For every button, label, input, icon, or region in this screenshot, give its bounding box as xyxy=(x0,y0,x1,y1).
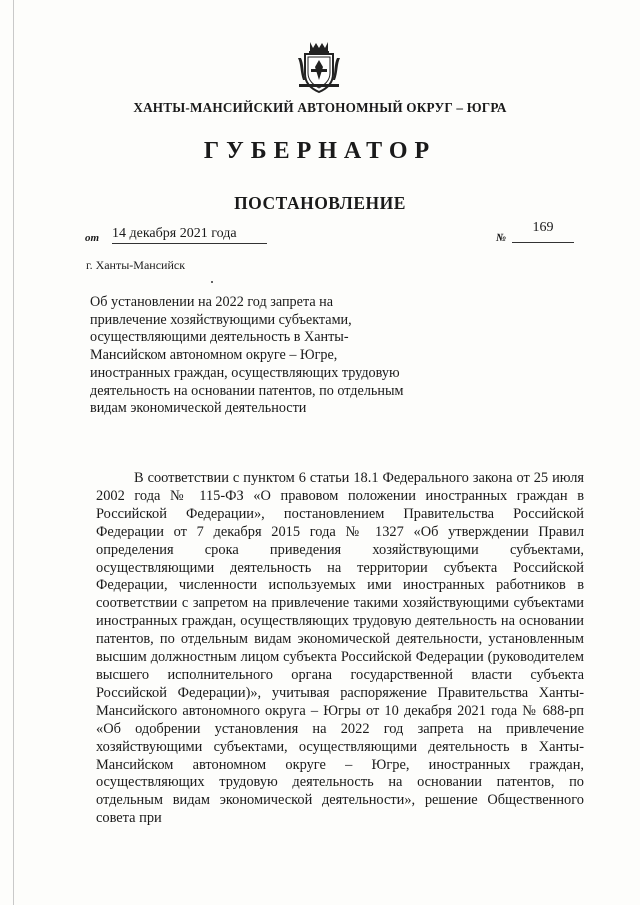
document-body xyxy=(96,470,584,828)
stray-dot xyxy=(211,281,213,283)
number-label: № xyxy=(496,232,507,244)
authority-title: ГУБЕРНАТОР xyxy=(203,138,437,164)
document-subject: Об установлении на 2022 год запрета на привлечение хозяйствующими субъектами, осуществляющими деятельность в Ханты-Мансийском автономном округе – Югре, иностранных граждан, осуществляющих трудовую деятельность на основании патентов, по отдельным видам экономической деятельности xyxy=(90,294,404,417)
page-edge-line xyxy=(13,0,14,905)
document-date: 14 декабря 2021 года xyxy=(112,226,267,244)
coat-of-arms-emblem-icon xyxy=(296,40,342,94)
region-title: ХАНТЫ-МАНСИЙСКИЙ АВТОНОМНЫЙ ОКРУГ – ЮГРА xyxy=(133,100,507,115)
city-label: г. Ханты-Мансийск xyxy=(86,258,186,272)
date-prefix-label: от xyxy=(85,232,100,244)
body-paragraph: В соответствии с пунктом 6 статьи 18.1 Федерального закона от 25 июля 2002 года № 115-ФЗ «О правовом положении иностранных граждан в Российской Федерации», постановлением Правительства Российской Федерации от 7 декабря 2015 года № 1327 «Об утверждении Правил определения срока приведения хозяйствующими субъектами, осуществляющими деятельность на территории субъекта Российской Федерации, численности используемых ими иностранных работников в соответствии с запретом на привлечение такими хозяйствующими субъектами иностранных граждан, осуществляющих трудовую деятельность на основании патентов, по отдельным видам экономической деятельности, установленным высшим должностным лицом субъекта Российской Федерации (руководителем высшего исполнительного органа государственной власти субъекта Российской Федерации)», учитывая распоряжение Правительства Ханты-Мансийского автономного округа – Югры от 10 декабря 2021 года № 688-рп «Об одобрении установления на 2022 год запрета на привлечение хозяйствующими субъектами, осуществляющими деятельность в Ханты-Мансийском автономном округе – Югре, иностранных граждан, осуществляющих трудовую деятельность на основании патентов, по отдельным видам экономической деятельности», решение Общественного совета при xyxy=(96,470,584,827)
document-type-title: ПОСТАНОВЛЕНИЕ xyxy=(234,193,406,213)
document-number: 169 xyxy=(512,220,574,243)
